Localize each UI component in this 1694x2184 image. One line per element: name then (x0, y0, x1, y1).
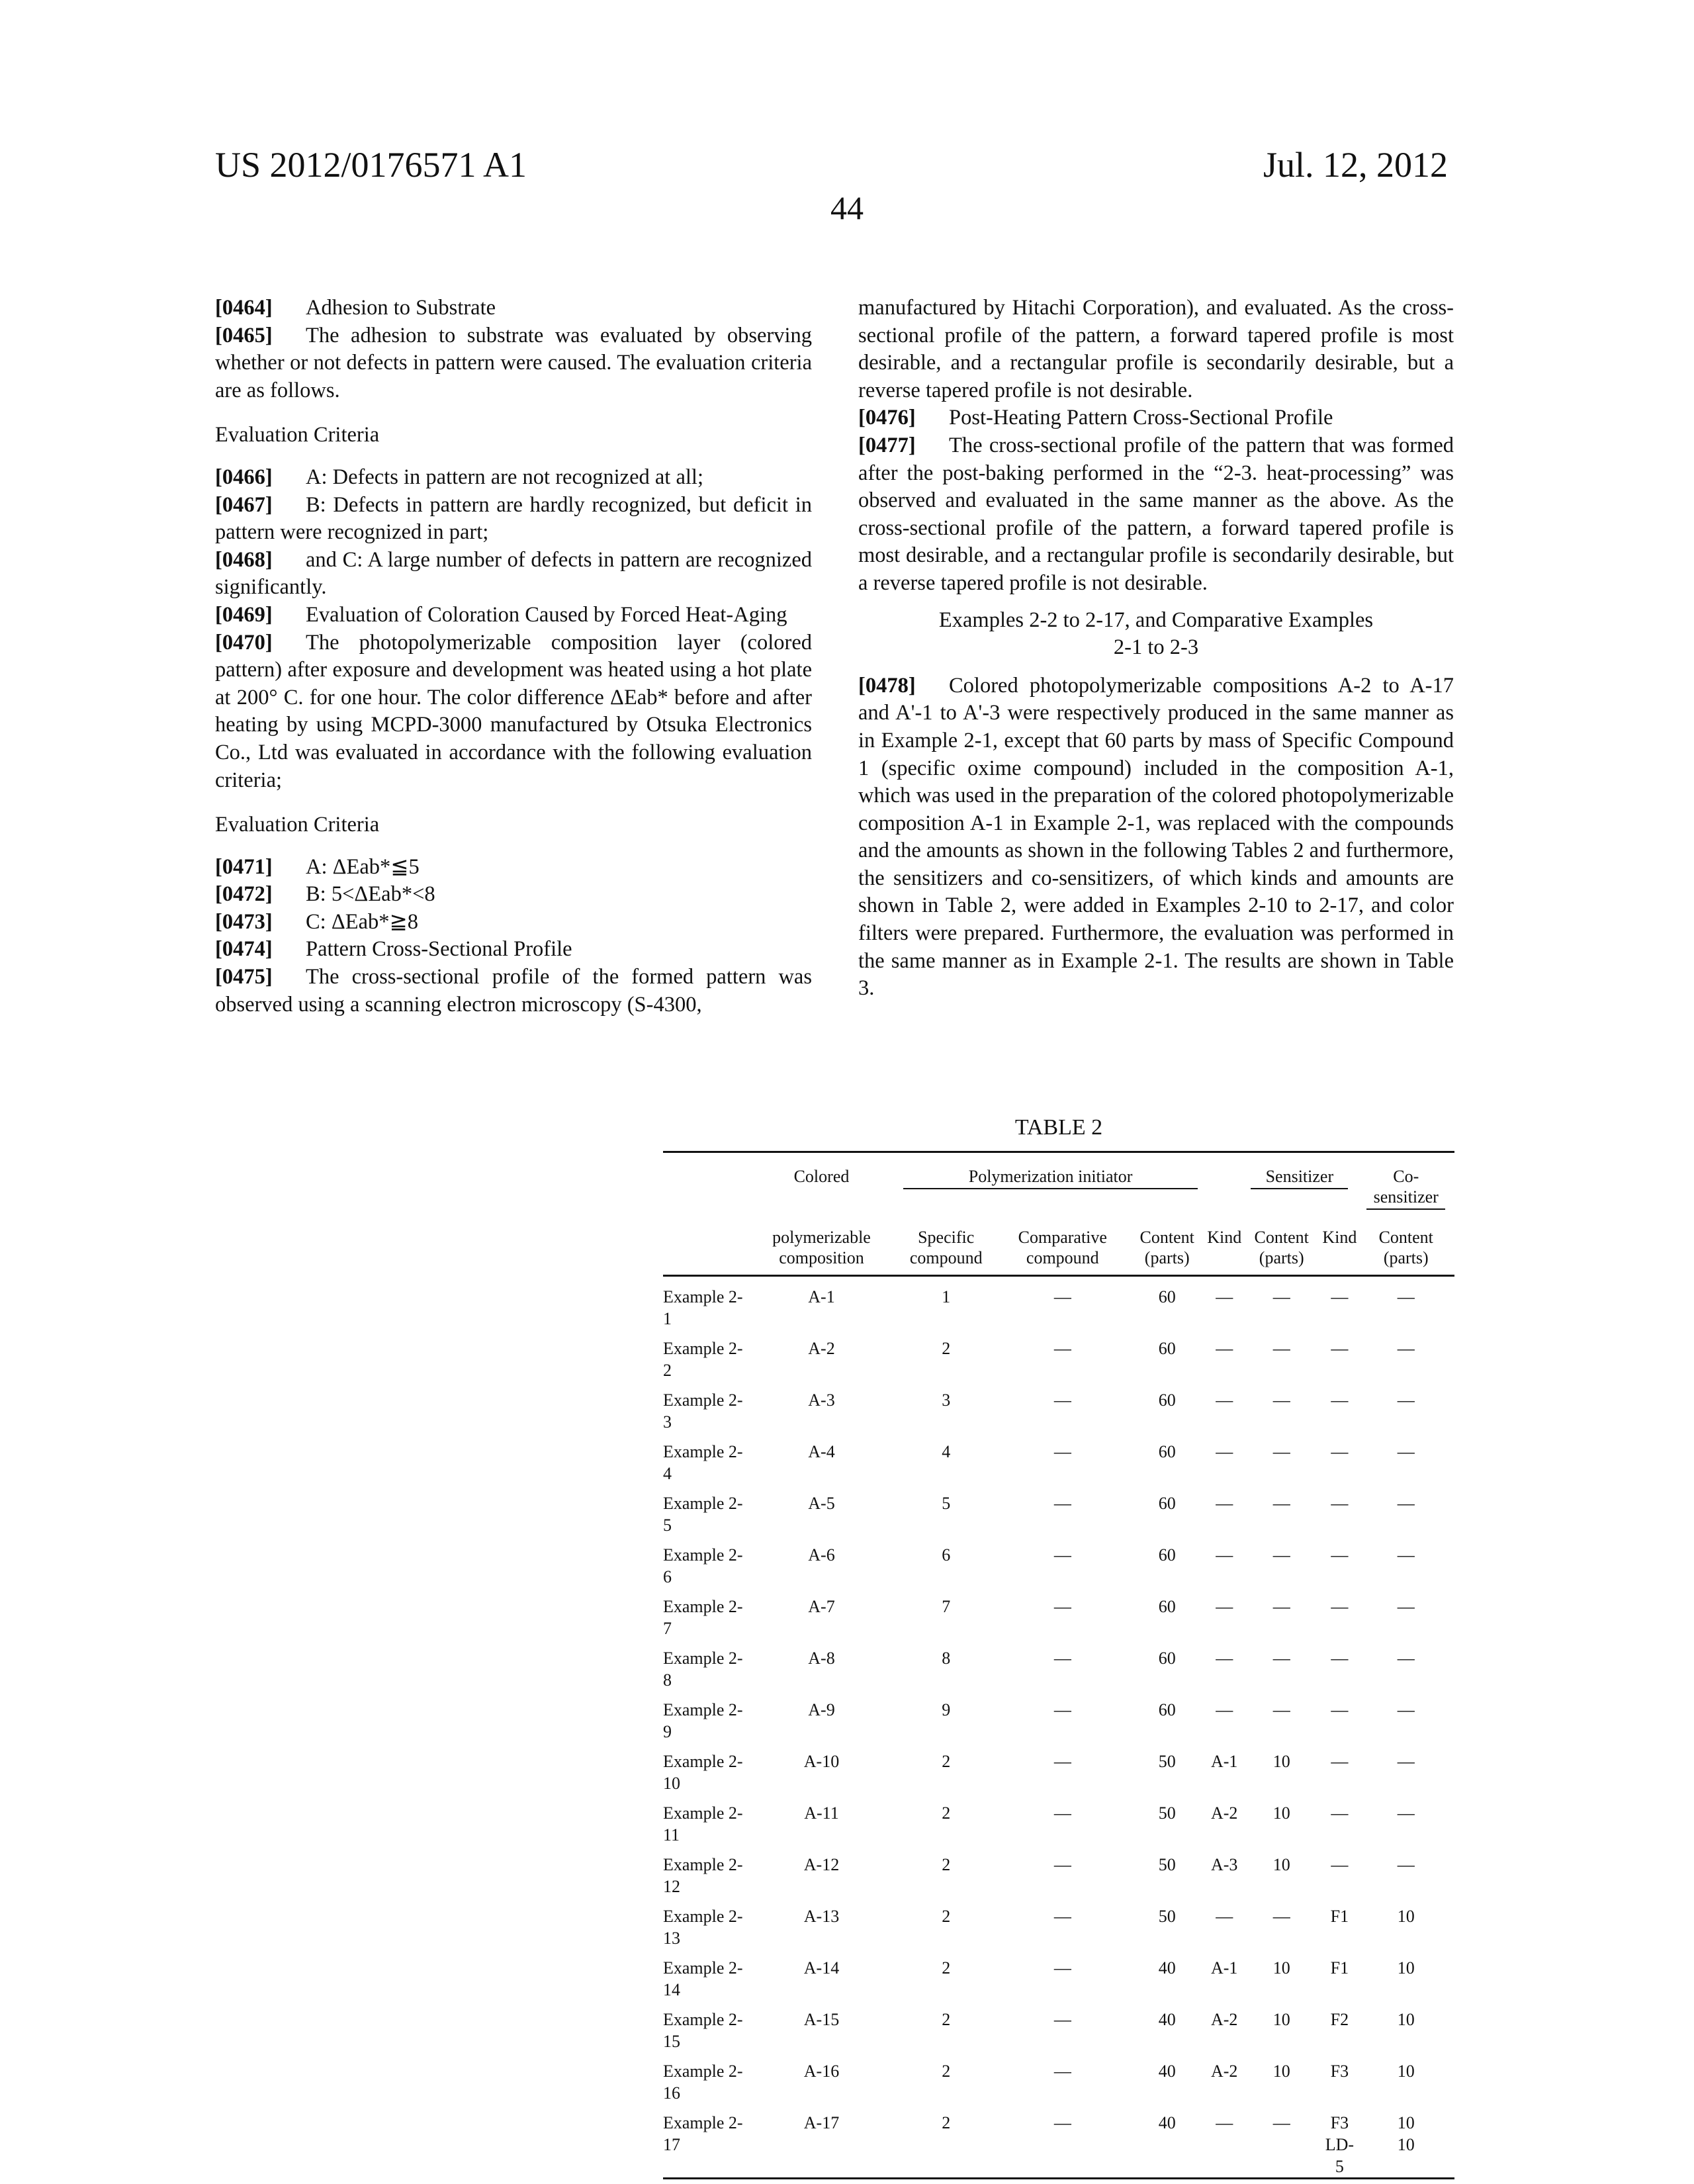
cell-cosensitizer-content: — (1357, 1588, 1454, 1639)
cell-sensitizer-content: — (1241, 1691, 1321, 1743)
paragraph-number: [0478] (858, 672, 949, 700)
paragraph-number: [0468] (215, 547, 306, 574)
cell-sensitizer-content: — (1241, 1536, 1321, 1588)
paragraph-text: Evaluation of Coloration Caused by Forced Heat-Aging (306, 603, 787, 627)
cell-composition: A-2 (749, 1330, 894, 1381)
table-body (663, 1276, 1454, 2179)
cell-sensitizer-content: 10 (1241, 1743, 1321, 1794)
paragraph-text: The photopolymerizable composition layer (colored pattern) after exposure and development was heated using a hot plate at 200° C. for one hour. The color difference ΔEab* before and after heating by using MCPD-3000 manufactured by Otsuka Electronics Co., Ltd was evaluated in accordance with the following evaluation criteria; (215, 631, 812, 792)
cell-composition: A-16 (749, 2052, 894, 2104)
paragraph-0464 (215, 295, 812, 322)
cell-composition: A-13 (749, 1897, 894, 1949)
paragraph-text: and C: A large number of defects in pattern are recognized significantly. (215, 548, 812, 600)
cell-example: Example 2-13 (663, 1897, 749, 1949)
cell-cosensitizer-content: — (1357, 1536, 1454, 1588)
cell-composition: A-3 (749, 1381, 894, 1433)
paragraph-text: C: ΔEab*≧8 (306, 910, 418, 934)
cell-comparative-compound: — (998, 2001, 1127, 2052)
paragraph-number: [0475] (215, 964, 306, 991)
cell-example: Example 2-11 (663, 1794, 749, 1846)
paragraph-0473 (215, 909, 812, 936)
cell-cosensitizer-kind: — (1321, 1330, 1357, 1381)
cell-cosensitizer-kind: F2 (1321, 2001, 1357, 2052)
cell-content: 40 (1127, 2052, 1207, 2104)
cell-cosensitizer-kind: — (1321, 1691, 1357, 1743)
cell-specific-compound: 6 (894, 1536, 998, 1588)
cell-content: 60 (1127, 1433, 1207, 1484)
cell-specific-compound: 3 (894, 1381, 998, 1433)
cell-cosensitizer-kind: F3 LD-5 (1321, 2104, 1357, 2179)
cell-sensitizer-content: — (1241, 1588, 1321, 1639)
cell-specific-compound: 2 (894, 1794, 998, 1846)
cell-cosensitizer-content: — (1357, 1330, 1454, 1381)
cell-content: 40 (1127, 2104, 1207, 2179)
table-row (663, 1846, 1454, 1897)
page-number: 44 (0, 189, 1694, 227)
cell-composition: A-15 (749, 2001, 894, 2052)
paragraph-0471 (215, 854, 812, 882)
cell-sensitizer-content: — (1241, 2104, 1321, 2179)
cell-sensitizer-kind: — (1207, 1536, 1241, 1588)
cell-example: Example 2-6 (663, 1536, 749, 1588)
cell-sensitizer-content: 10 (1241, 2001, 1321, 2052)
cell-cosensitizer-content: — (1357, 1639, 1454, 1691)
paragraph-number: [0473] (215, 909, 306, 936)
cell-cosensitizer-kind: — (1321, 1846, 1357, 1897)
cell-example: Example 2-7 (663, 1588, 749, 1639)
cell-specific-compound: 4 (894, 1433, 998, 1484)
cell-specific-compound: 1 (894, 1276, 998, 1330)
cell-comparative-compound: — (998, 2104, 1127, 2179)
cell-composition: A-14 (749, 1949, 894, 2001)
paragraph-0474 (215, 936, 812, 964)
cell-cosensitizer-content: 10 (1357, 1897, 1454, 1949)
cell-comparative-compound: — (998, 1691, 1127, 1743)
cell-specific-compound: 2 (894, 1330, 998, 1381)
cell-sensitizer-kind: A-1 (1207, 1743, 1241, 1794)
cell-comparative-compound: — (998, 1433, 1127, 1484)
paragraph-text: Adhesion to Substrate (306, 296, 496, 320)
header-sensitizer: Sensitizer (1251, 1166, 1348, 1189)
cell-sensitizer-content: — (1241, 1484, 1321, 1536)
cell-comparative-compound: — (998, 1381, 1127, 1433)
paragraph-text: Colored photopolymerizable compositions A-2 to A-17 and A'-1 to A'-3 were respectively produced in the same manner as in Example 2-1, except that 60 parts by mass of Specific Compound 1 (specific oxime compound) included in the composition A-1, which was used in the preparation of the colored photopolymerizable composition A-1 in Example 2-1, was replaced with the compounds and the amounts as shown in the following Tables 2 and furthermore, the sensitizers and co-sensitizers, of which kinds and amounts are shown in Table 2, were added in Examples 2-10 to 2-17, and color filters were prepared. Furthermore, the evaluation was performed in the same manner as in Example 2-1. The results are shown in Table 3. (858, 674, 1454, 1001)
cell-composition: A-11 (749, 1794, 894, 1846)
paragraph-0465 (215, 322, 812, 405)
cell-comparative-compound: — (998, 1743, 1127, 1794)
paragraph-number: [0476] (858, 404, 949, 432)
section-title-line: Examples 2-2 to 2-17, and Comparative Examples (939, 608, 1373, 632)
cell-composition: A-7 (749, 1588, 894, 1639)
cell-sensitizer-content: — (1241, 1639, 1321, 1691)
cell-comparative-compound: — (998, 1949, 1127, 2001)
paragraph-text: The cross-sectional profile of the formed pattern was observed using a scanning electron microscopy (S-4300, (215, 965, 812, 1017)
cell-cosensitizer-content: — (1357, 1691, 1454, 1743)
col-content-parts: Content (parts) (1127, 1210, 1207, 1276)
table-row (663, 1433, 1454, 1484)
table-row (663, 2001, 1454, 2052)
col-sensitizer-kind: Kind (1207, 1210, 1241, 1276)
cell-cosensitizer-kind: — (1321, 1484, 1357, 1536)
cell-content: 50 (1127, 1846, 1207, 1897)
cell-content: 60 (1127, 1484, 1207, 1536)
cell-composition: A-5 (749, 1484, 894, 1536)
cell-content: 60 (1127, 1276, 1207, 1330)
paragraph-text: The cross-sectional profile of the pattern that was formed after the post-baking performed in the “2-3. heat-processing” was observed and evaluated in the same manner as the above. As the cross-sectional profile of the pattern, a forward tapered profile is most desirable, and a rectangular profile is secondarily desirable, but a reverse tapered profile is not desirable. (858, 433, 1454, 595)
paragraph-0478 (858, 672, 1454, 1003)
cell-specific-compound: 9 (894, 1691, 998, 1743)
cell-sensitizer-kind: A-3 (1207, 1846, 1241, 1897)
cell-comparative-compound: — (998, 1330, 1127, 1381)
subheading-evaluation-criteria: Evaluation Criteria (215, 422, 812, 449)
paragraph-text: B: 5<ΔEab*<8 (306, 882, 435, 906)
paragraph-0470 (215, 629, 812, 795)
cell-cosensitizer-content: 10 10 (1357, 2104, 1454, 2179)
paragraph-text: A: Defects in pattern are not recognized at all; (306, 465, 703, 489)
subheading-evaluation-criteria-2: Evaluation Criteria (215, 811, 812, 839)
cell-specific-compound: 7 (894, 1588, 998, 1639)
cell-specific-compound: 5 (894, 1484, 998, 1536)
cell-content: 60 (1127, 1330, 1207, 1381)
cell-cosensitizer-kind: — (1321, 1433, 1357, 1484)
cell-sensitizer-kind: — (1207, 2104, 1241, 2179)
paragraph-0475 (215, 964, 812, 1019)
paragraph-number: [0465] (215, 322, 306, 350)
table-2 (663, 1115, 1454, 2179)
header-colored: Colored (749, 1152, 894, 1210)
cell-sensitizer-content: — (1241, 1433, 1321, 1484)
cell-specific-compound: 2 (894, 2052, 998, 2104)
cell-sensitizer-kind: — (1207, 1588, 1241, 1639)
cell-cosensitizer-content: — (1357, 1381, 1454, 1433)
cell-content: 50 (1127, 1897, 1207, 1949)
cell-comparative-compound: — (998, 2052, 1127, 2104)
cell-cosensitizer-content: — (1357, 1794, 1454, 1846)
table-row (663, 1381, 1454, 1433)
cell-comparative-compound: — (998, 1588, 1127, 1639)
cell-cosensitizer-kind: — (1321, 1276, 1357, 1330)
cell-cosensitizer-kind: — (1321, 1536, 1357, 1588)
cell-cosensitizer-content: — (1357, 1433, 1454, 1484)
cell-sensitizer-content: — (1241, 1381, 1321, 1433)
cell-comparative-compound: — (998, 1846, 1127, 1897)
header-polymerization-initiator: Polymerization initiator (903, 1166, 1198, 1189)
cell-specific-compound: 2 (894, 2104, 998, 2179)
table-row (663, 1794, 1454, 1846)
paragraph-text: B: Defects in pattern are hardly recognized, but deficit in pattern were recognized in part; (215, 493, 812, 545)
cell-cosensitizer-kind: — (1321, 1381, 1357, 1433)
cell-sensitizer-kind: A-2 (1207, 2001, 1241, 2052)
cell-specific-compound: 8 (894, 1639, 998, 1691)
col-composition: polymerizable composition (749, 1210, 894, 1276)
paragraph-0472 (215, 881, 812, 909)
paragraph-number: [0477] (858, 432, 949, 460)
cell-example: Example 2-5 (663, 1484, 749, 1536)
cell-sensitizer-content: 10 (1241, 1846, 1321, 1897)
col-comparative-compound: Comparative compound (998, 1210, 1127, 1276)
table-row (663, 1536, 1454, 1588)
table-row (663, 2052, 1454, 2104)
cell-comparative-compound: — (998, 1536, 1127, 1588)
paragraph-0467 (215, 492, 812, 547)
paragraph-number: [0467] (215, 492, 306, 520)
section-title (858, 607, 1454, 662)
cell-sensitizer-content: — (1241, 1897, 1321, 1949)
cell-sensitizer-content: 10 (1241, 1949, 1321, 2001)
cell-content: 60 (1127, 1691, 1207, 1743)
paragraph-text: Pattern Cross-Sectional Profile (306, 937, 572, 961)
cell-sensitizer-content: — (1241, 1276, 1321, 1330)
cell-cosensitizer-content: 10 (1357, 2052, 1454, 2104)
table-column-header-row (663, 1210, 1454, 1276)
cell-sensitizer-content: — (1241, 1330, 1321, 1381)
table-row (663, 1897, 1454, 1949)
cell-specific-compound: 2 (894, 1949, 998, 2001)
cell-comparative-compound: — (998, 1484, 1127, 1536)
cell-specific-compound: 2 (894, 1743, 998, 1794)
right-column (858, 295, 1454, 1003)
table-row (663, 2104, 1454, 2179)
cell-example: Example 2-15 (663, 2001, 749, 2052)
cell-content: 40 (1127, 2001, 1207, 2052)
cell-example: Example 2-1 (663, 1276, 749, 1330)
paragraph-text: A: ΔEab*≦5 (306, 855, 420, 879)
col-specific-compound: Specific compound (894, 1210, 998, 1276)
publication-date: Jul. 12, 2012 (1263, 144, 1448, 185)
cell-composition: A-17 (749, 2104, 894, 2179)
table-row (663, 1949, 1454, 2001)
table-row (663, 1743, 1454, 1794)
cell-sensitizer-kind: — (1207, 1639, 1241, 1691)
cell-content: 50 (1127, 1794, 1207, 1846)
cell-example: Example 2-12 (663, 1846, 749, 1897)
table-group-header-row (663, 1152, 1454, 1210)
cell-specific-compound: 2 (894, 1897, 998, 1949)
paragraph-0477 (858, 432, 1454, 598)
paragraph-number: [0466] (215, 464, 306, 492)
cell-sensitizer-kind: — (1207, 1484, 1241, 1536)
cell-specific-compound: 2 (894, 1846, 998, 1897)
paragraph-number: [0469] (215, 602, 306, 629)
table-row (663, 1639, 1454, 1691)
cell-comparative-compound: — (998, 1276, 1127, 1330)
cell-example: Example 2-9 (663, 1691, 749, 1743)
col-cosensitizer-kind: Kind (1321, 1210, 1357, 1276)
cell-example: Example 2-14 (663, 1949, 749, 2001)
paragraph-0468 (215, 547, 812, 602)
col-sensitizer-content: Content (parts) (1241, 1210, 1321, 1276)
paragraph-number: [0470] (215, 629, 306, 657)
paragraph-0466 (215, 464, 812, 492)
cell-sensitizer-kind: — (1207, 1897, 1241, 1949)
cell-example: Example 2-2 (663, 1330, 749, 1381)
cell-content: 60 (1127, 1536, 1207, 1588)
col-cosensitizer-content: Content (parts) (1357, 1210, 1454, 1276)
paragraph-number: [0464] (215, 295, 306, 322)
paragraph-number: [0471] (215, 854, 306, 882)
cell-cosensitizer-kind: — (1321, 1743, 1357, 1794)
cell-composition: A-1 (749, 1276, 894, 1330)
cell-composition: A-8 (749, 1639, 894, 1691)
cell-cosensitizer-kind: — (1321, 1639, 1357, 1691)
cell-example: Example 2-8 (663, 1639, 749, 1691)
cell-composition: A-12 (749, 1846, 894, 1897)
cell-example: Example 2-10 (663, 1743, 749, 1794)
paragraph-text: The adhesion to substrate was evaluated by observing whether or not defects in pattern were caused. The evaluation criteria are as follows. (215, 324, 812, 402)
cell-sensitizer-content: 10 (1241, 1794, 1321, 1846)
header-co-sensitizer: Co-sensitizer (1366, 1166, 1445, 1210)
cell-comparative-compound: — (998, 1794, 1127, 1846)
cell-sensitizer-kind: A-2 (1207, 1794, 1241, 1846)
table-row (663, 1484, 1454, 1536)
paragraph-0475-continued: manufactured by Hitachi Corporation), and evaluated. As the cross-sectional profile of the pattern, a forward tapered profile is most desirable, and a rectangular profile is secondarily desirable, but a reverse tapered profile is not desirable. (858, 295, 1454, 404)
cell-cosensitizer-content: — (1357, 1276, 1454, 1330)
table-row (663, 1330, 1454, 1381)
cell-sensitizer-kind: — (1207, 1276, 1241, 1330)
cell-sensitizer-kind: — (1207, 1433, 1241, 1484)
cell-example: Example 2-3 (663, 1381, 749, 1433)
cell-cosensitizer-kind: F1 (1321, 1897, 1357, 1949)
data-table (663, 1151, 1454, 2179)
table-title: TABLE 2 (663, 1115, 1454, 1140)
paragraph-text: Post-Heating Pattern Cross-Sectional Profile (949, 406, 1333, 430)
cell-composition: A-4 (749, 1433, 894, 1484)
cell-example: Example 2-4 (663, 1433, 749, 1484)
cell-specific-compound: 2 (894, 2001, 998, 2052)
cell-example: Example 2-17 (663, 2104, 749, 2179)
cell-cosensitizer-kind: F3 (1321, 2052, 1357, 2104)
cell-sensitizer-content: 10 (1241, 2052, 1321, 2104)
cell-content: 60 (1127, 1381, 1207, 1433)
cell-sensitizer-kind: — (1207, 1381, 1241, 1433)
cell-example: Example 2-16 (663, 2052, 749, 2104)
cell-sensitizer-kind: — (1207, 1330, 1241, 1381)
cell-cosensitizer-content: — (1357, 1846, 1454, 1897)
cell-composition: A-10 (749, 1743, 894, 1794)
cell-content: 50 (1127, 1743, 1207, 1794)
section-title-line: 2-1 to 2-3 (1114, 635, 1198, 659)
cell-comparative-compound: — (998, 1639, 1127, 1691)
left-column (215, 295, 812, 1019)
cell-cosensitizer-content: — (1357, 1743, 1454, 1794)
cell-sensitizer-kind: — (1207, 1691, 1241, 1743)
cell-cosensitizer-content: — (1357, 1484, 1454, 1536)
cell-composition: A-9 (749, 1691, 894, 1743)
table-row (663, 1691, 1454, 1743)
cell-comparative-compound: — (998, 1897, 1127, 1949)
cell-content: 60 (1127, 1588, 1207, 1639)
cell-cosensitizer-content: 10 (1357, 2001, 1454, 2052)
paragraph-number: [0474] (215, 936, 306, 964)
cell-cosensitizer-kind: F1 (1321, 1949, 1357, 2001)
cell-sensitizer-kind: A-2 (1207, 2052, 1241, 2104)
cell-content: 40 (1127, 1949, 1207, 2001)
patent-number: US 2012/0176571 A1 (215, 144, 527, 185)
cell-content: 60 (1127, 1639, 1207, 1691)
table-row (663, 1276, 1454, 1330)
cell-cosensitizer-content: 10 (1357, 1949, 1454, 2001)
cell-sensitizer-kind: A-1 (1207, 1949, 1241, 2001)
cell-cosensitizer-kind: — (1321, 1588, 1357, 1639)
table-row (663, 1588, 1454, 1639)
paragraph-number: [0472] (215, 881, 306, 909)
paragraph-0476 (858, 404, 1454, 432)
cell-composition: A-6 (749, 1536, 894, 1588)
paragraph-0469 (215, 602, 812, 629)
cell-cosensitizer-kind: — (1321, 1794, 1357, 1846)
